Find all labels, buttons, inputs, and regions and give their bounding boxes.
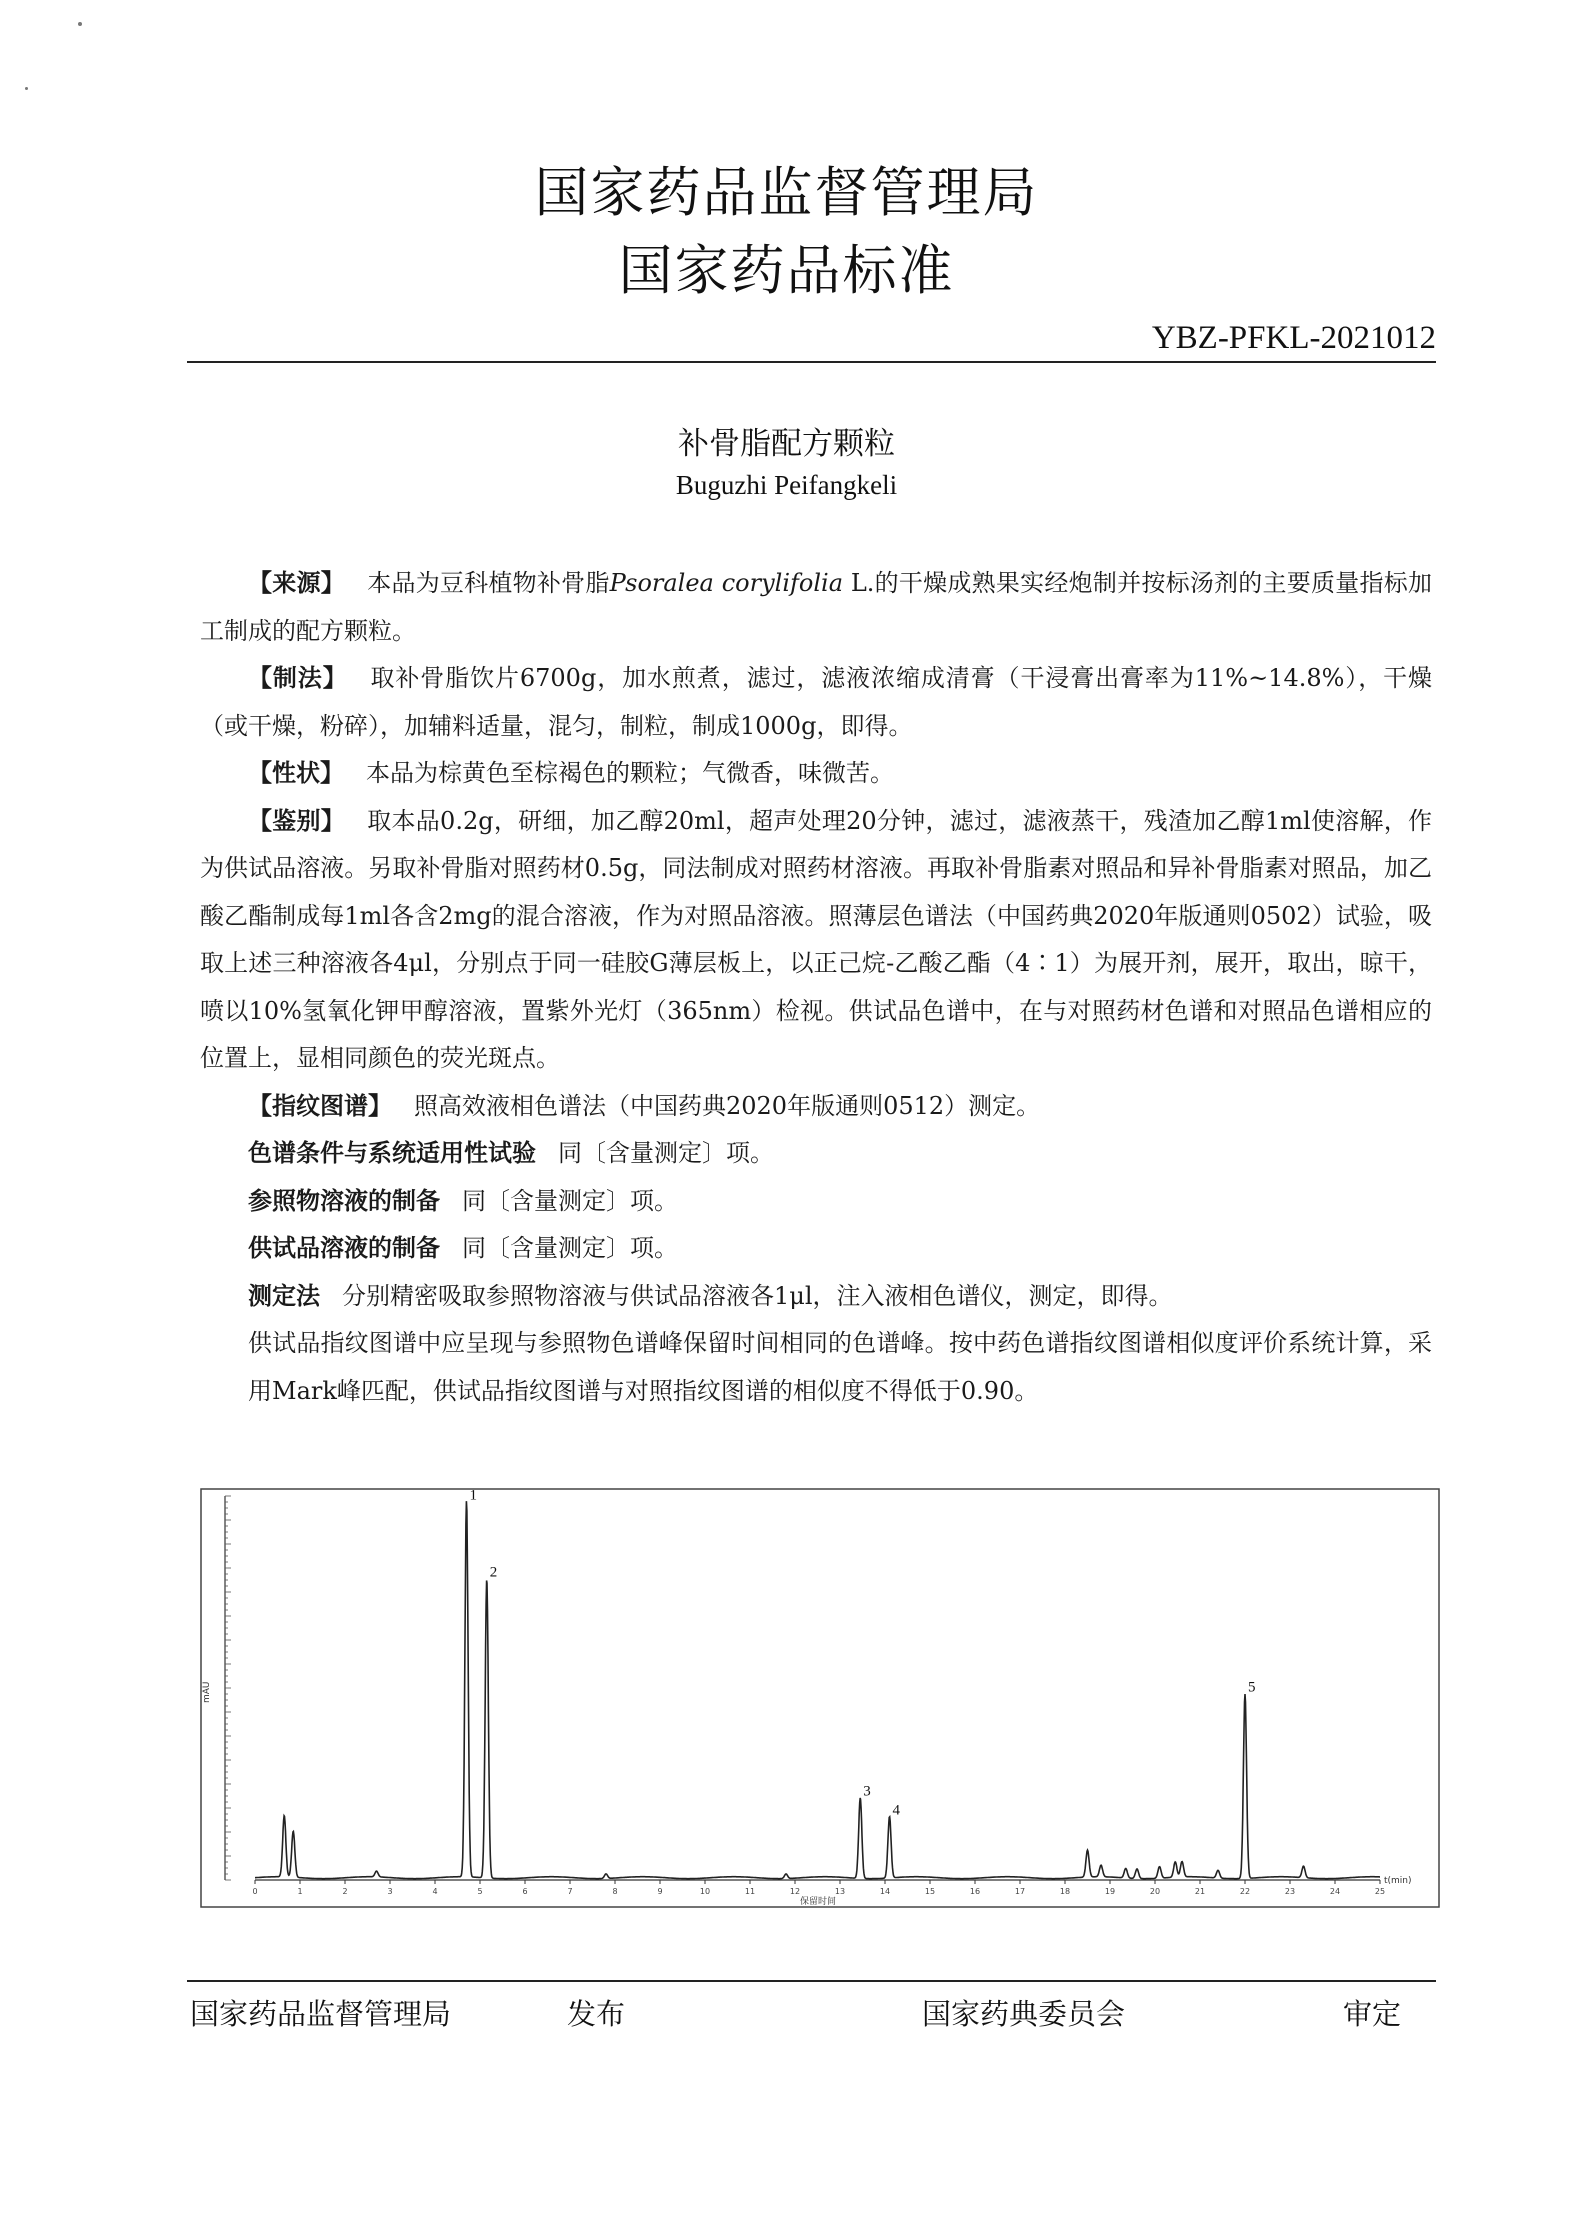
character-label: 【性状】 xyxy=(248,759,344,787)
reviewer: 国家药典委员会 xyxy=(922,1997,1126,2031)
standard-code: YBZ-PFKL-2021012 xyxy=(1151,320,1436,356)
x-tick-label: 8 xyxy=(612,1887,618,1896)
reference-prep-text: 同〔含量测定〕项。 xyxy=(462,1186,678,1215)
x-tick-label: 15 xyxy=(924,1887,936,1896)
source-paragraph xyxy=(200,560,1432,655)
x-tick-label: 14 xyxy=(879,1887,891,1896)
identification-paragraph xyxy=(200,798,1432,1083)
hplc-fingerprint-chromatogram xyxy=(200,1488,1440,1908)
sample-prep-line xyxy=(200,1225,1432,1273)
procedure-label: 测定法 xyxy=(248,1281,320,1310)
reference-prep-label: 参照物溶液的制备 xyxy=(248,1186,440,1215)
conditions-label: 色谱条件与系统适用性试验 xyxy=(248,1139,536,1167)
fingerprint-paragraph xyxy=(200,1083,1432,1131)
x-tick-label: 7 xyxy=(567,1887,573,1896)
fingerprint-label: 【指纹图谱】 xyxy=(248,1091,392,1120)
y-axis-label: mAU xyxy=(202,1681,212,1703)
x-tick-label: 25 xyxy=(1374,1887,1386,1896)
x-tick-label: 16 xyxy=(969,1887,981,1896)
agency-title: 国家药品监督管理局 xyxy=(534,161,1039,224)
publish-action: 发布 xyxy=(567,1997,626,2031)
character-text: 本品为棕黄色至棕褐色的颗粒；气微香，味微苦。 xyxy=(366,759,894,787)
procedure-text: 分别精密吸取参照物溶液与供试品溶液各1μl，注入液相色谱仪，测定，即得。 xyxy=(342,1281,1173,1310)
source-text: 本品为豆科植物补骨脂 xyxy=(366,569,610,597)
x-tick-label: 3 xyxy=(387,1887,393,1896)
peak-label: 5 xyxy=(1248,1679,1256,1696)
x-unit-label: t(min) xyxy=(1384,1876,1412,1886)
x-ticks xyxy=(252,1880,1385,1896)
sample-prep-label: 供试品溶液的制备 xyxy=(248,1234,440,1262)
x-tick-label: 18 xyxy=(1059,1887,1071,1896)
peak-label: 1 xyxy=(469,1488,477,1504)
review-action: 审定 xyxy=(1343,1997,1402,2031)
conditions-line xyxy=(200,1130,1432,1178)
peak-label: 4 xyxy=(892,1802,900,1819)
product-name-en: Buguzhi Peifangkeli xyxy=(675,470,898,500)
x-tick-label: 4 xyxy=(432,1887,438,1896)
peak-label: 3 xyxy=(863,1783,871,1800)
x-tick-label: 17 xyxy=(1014,1887,1026,1896)
product-name-cn: 补骨脂配方颗粒 xyxy=(678,426,895,462)
x-tick-label: 9 xyxy=(657,1887,663,1896)
chromatogram-trace xyxy=(255,1501,1380,1879)
scan-speck xyxy=(78,22,82,26)
conclusion-paragraph: 供试品指纹图谱中应呈现与参照物色谱峰保留时间相同的色谱峰。按中药色谱指纹图谱相似度评价系统计算，采用Mark峰匹配，供试品指纹图谱与对照指纹图谱的相似度不得低于0.90。 xyxy=(248,1329,1432,1405)
standard-type-title: 国家药品标准 xyxy=(618,239,955,302)
method-text: 取补骨脂饮片6700g，加水煎煮，滤过，滤液浓缩成清膏（干浸膏出膏率为11%~14.8%），干燥（或干燥，粉碎），加辅料适量，混匀，制粒，制成1000g，即得。 xyxy=(200,664,1433,740)
identification-label: 【鉴别】 xyxy=(248,806,346,835)
method-paragraph xyxy=(200,655,1432,750)
conditions-text: 同〔含量测定〕项。 xyxy=(558,1139,774,1167)
x-tick-label: 24 xyxy=(1329,1887,1341,1896)
identification-text: 取本品0.2g，研细，加乙醇20ml，超声处理20分钟，滤过，滤液蒸干，残渣加乙醇1ml使溶解，作为供试品溶液。另取补骨脂对照药材0.5g，同法制成对照药材溶液。再取补骨脂素对照品和异补骨脂素对照品，加乙酸乙酯制成每1ml各含2mg的混合溶液，作为对照品溶液。照薄层色谱法（中国药典2020年版通则0502）试验，吸取上述三种溶液各4μl，分别点于同一硅胶G薄层板上，以正己烷-乙酸乙酯（4∶1）为展开剂，展开，取出，晾干，喷以10%氢氧化钾甲醇溶液，置紫外光灯（365nm）检视。供试品色谱中，在与对照药材色谱和对照品色谱相应的位置上，显相同颜色的荧光斑点。 xyxy=(200,806,1433,1072)
peak-labels xyxy=(470,1488,1256,1819)
x-tick-label: 0 xyxy=(252,1887,258,1896)
header-divider xyxy=(187,361,1436,363)
x-tick-label: 11 xyxy=(744,1887,756,1896)
x-tick-label: 5 xyxy=(477,1887,483,1896)
publisher: 国家药品监督管理局 xyxy=(190,1997,452,2031)
x-tick-label: 23 xyxy=(1284,1887,1296,1896)
source-text-cont: L.的干燥成熟果实经炮制并按标汤剂的主要质量指标加工制成的配方颗粒。 xyxy=(200,569,1432,645)
x-tick-label: 22 xyxy=(1239,1887,1251,1896)
footer-divider xyxy=(187,1980,1436,1982)
monograph-body xyxy=(200,560,1432,1415)
reference-prep-line xyxy=(200,1178,1432,1226)
x-tick-label: 2 xyxy=(342,1887,348,1896)
fingerprint-text: 照高效液相色谱法（中国药典2020年版通则0512）测定。 xyxy=(414,1091,1041,1120)
x-axis-label: 保留时间 xyxy=(799,1897,837,1907)
x-tick-label: 21 xyxy=(1194,1887,1206,1896)
y-tick-marks xyxy=(225,1496,231,1880)
x-tick-label: 20 xyxy=(1149,1887,1161,1896)
scan-speck xyxy=(25,87,28,90)
peak-label: 2 xyxy=(489,1564,498,1581)
x-tick-label: 10 xyxy=(699,1887,711,1896)
x-tick-label: 6 xyxy=(522,1887,528,1896)
procedure-line xyxy=(200,1273,1432,1321)
x-tick-label: 1 xyxy=(297,1887,303,1896)
x-tick-label: 12 xyxy=(789,1887,801,1896)
method-label: 【制法】 xyxy=(248,664,348,692)
sample-prep-text: 同〔含量测定〕项。 xyxy=(462,1234,678,1262)
latin-name: Psoralea corylifolia xyxy=(609,569,843,597)
x-tick-label: 13 xyxy=(834,1887,846,1896)
character-paragraph xyxy=(200,750,1432,798)
chart-frame xyxy=(201,1489,1439,1907)
x-tick-label: 19 xyxy=(1104,1887,1116,1896)
source-label: 【来源】 xyxy=(248,569,345,597)
